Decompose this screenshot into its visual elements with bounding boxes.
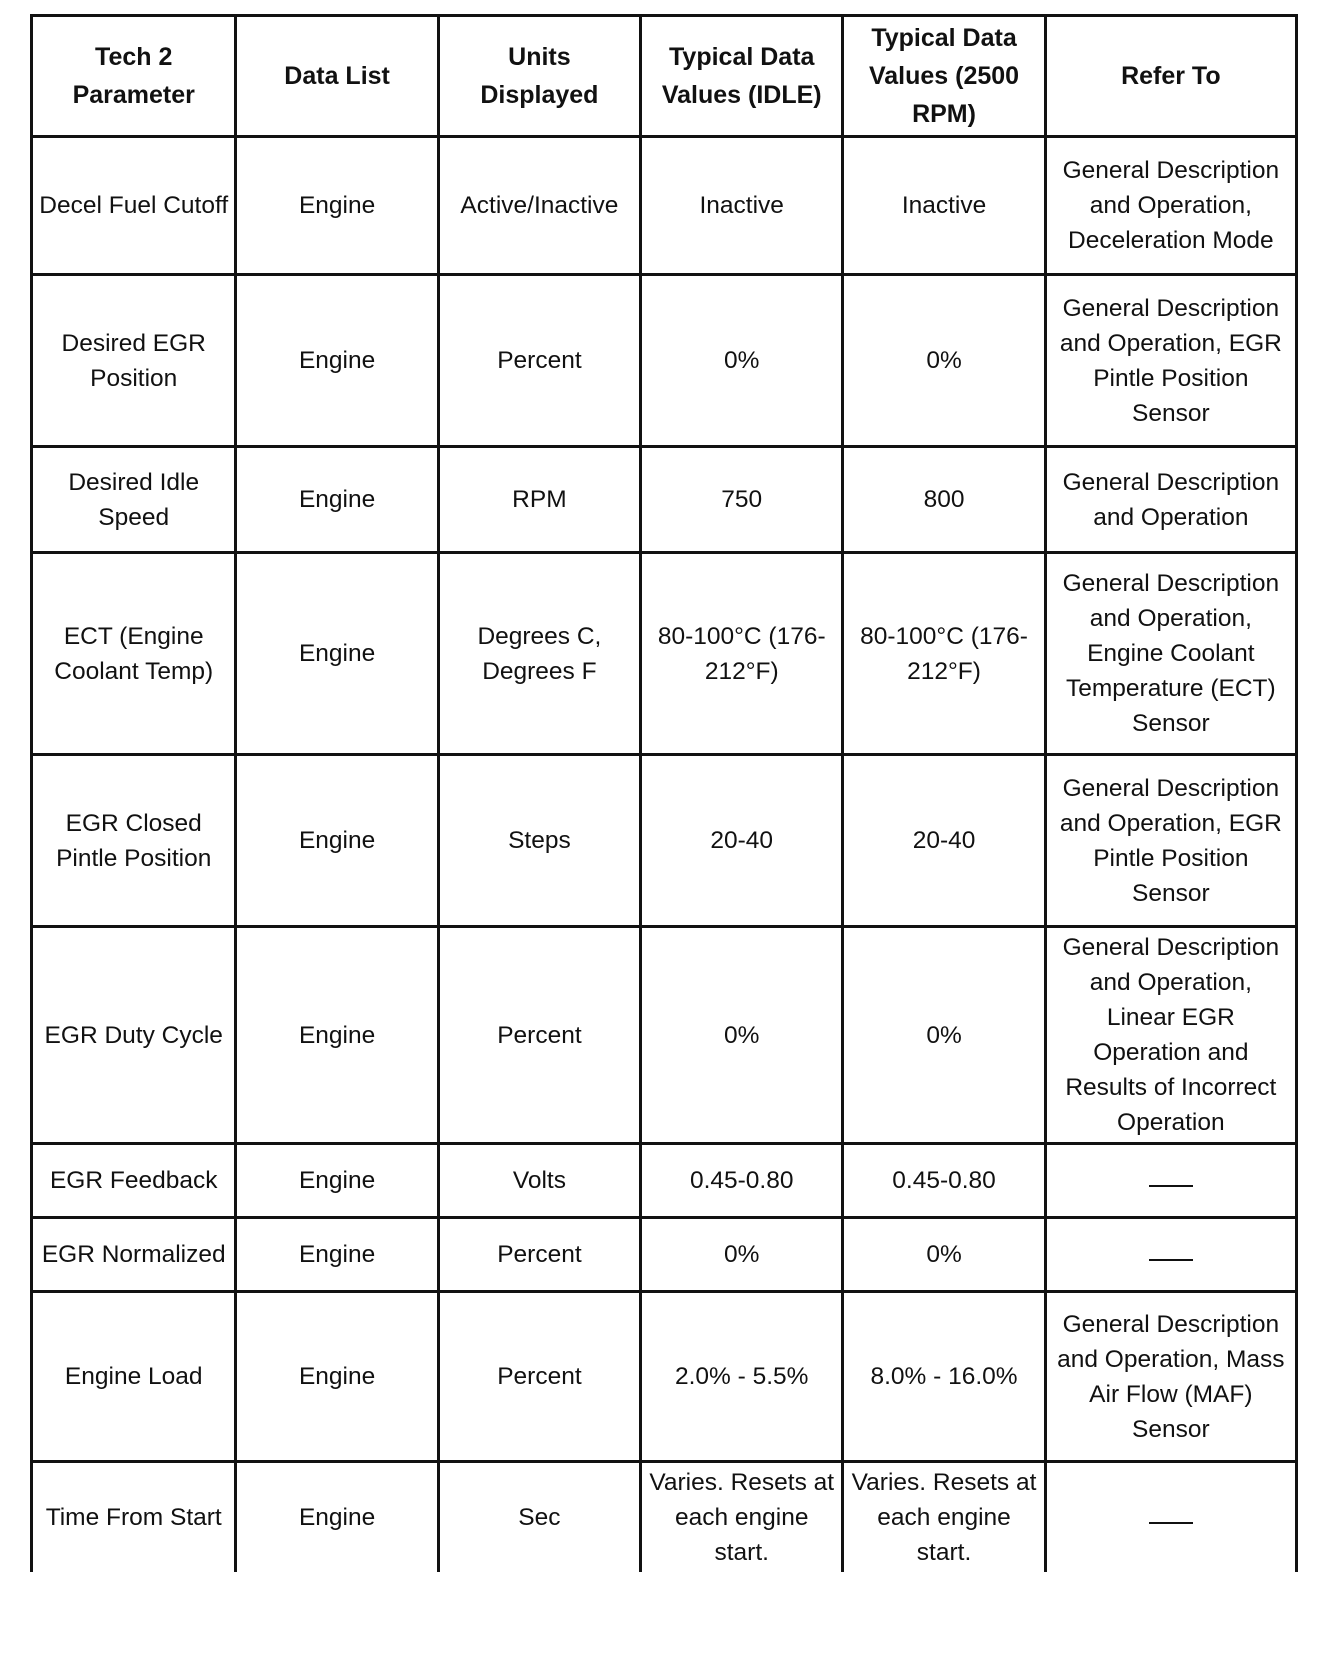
cell-2500rpm: 0.45-0.80 xyxy=(843,1144,1045,1218)
cell-2500rpm: Inactive xyxy=(843,137,1045,275)
cell-units: Percent xyxy=(438,275,640,447)
cell-param: Decel Fuel Cutoff xyxy=(32,137,236,275)
cell-refer-to: General Description and Operation, Mass Air Flow (MAF) Sensor xyxy=(1045,1292,1296,1462)
table-row xyxy=(32,447,1297,553)
cell-data-list: Engine xyxy=(236,755,438,927)
cell-param: Engine Load xyxy=(32,1292,236,1462)
cell-idle: 0% xyxy=(641,927,843,1144)
cell-idle: Inactive xyxy=(641,137,843,275)
cell-units: Degrees C, Degrees F xyxy=(438,553,640,755)
cell-data-list: Engine xyxy=(236,1218,438,1292)
cell-data-list: Engine xyxy=(236,275,438,447)
cell-param: EGR Duty Cycle xyxy=(32,927,236,1144)
cell-idle: 80-100°C (176-212°F) xyxy=(641,553,843,755)
table-row xyxy=(32,1292,1297,1462)
cell-2500rpm: 0% xyxy=(843,275,1045,447)
cell-2500rpm: 8.0% - 16.0% xyxy=(843,1292,1045,1462)
header-row xyxy=(32,16,1297,137)
cell-data-list: Engine xyxy=(236,553,438,755)
table-row xyxy=(32,1144,1297,1218)
cell-idle: 750 xyxy=(641,447,843,553)
cell-idle: 2.0% - 5.5% xyxy=(641,1292,843,1462)
table-row xyxy=(32,275,1297,447)
cell-units: Active/Inactive xyxy=(438,137,640,275)
empty-dash xyxy=(1149,1185,1193,1187)
table-row xyxy=(32,1462,1297,1573)
cell-units: Steps xyxy=(438,755,640,927)
cell-param: EGR Normalized xyxy=(32,1218,236,1292)
cell-units: RPM xyxy=(438,447,640,553)
cell-units: Percent xyxy=(438,1218,640,1292)
cell-refer-to xyxy=(1045,1144,1296,1218)
cell-refer-to: General Description and Operation, Engine Coolant Temperature (ECT) Sensor xyxy=(1045,553,1296,755)
header-units: Units Displayed xyxy=(438,16,640,137)
cell-data-list: Engine xyxy=(236,447,438,553)
cell-refer-to: General Description and Operation, Linear EGR Operation and Results of Incorrect Operation xyxy=(1045,927,1296,1144)
cell-data-list: Engine xyxy=(236,1144,438,1218)
cell-idle: 20-40 xyxy=(641,755,843,927)
empty-dash xyxy=(1149,1522,1193,1524)
cell-2500rpm: 80-100°C (176-212°F) xyxy=(843,553,1045,755)
cell-2500rpm: 800 xyxy=(843,447,1045,553)
cell-units: Percent xyxy=(438,927,640,1144)
cell-idle: 0% xyxy=(641,275,843,447)
cell-idle: Varies. Resets at each engine start. xyxy=(641,1462,843,1573)
cell-param: Desired Idle Speed xyxy=(32,447,236,553)
header-data-list: Data List xyxy=(236,16,438,137)
tech2-data-table xyxy=(30,14,1298,1572)
cell-param: ECT (Engine Coolant Temp) xyxy=(32,553,236,755)
table-row xyxy=(32,1218,1297,1292)
table-row xyxy=(32,137,1297,275)
cell-refer-to: General Description and Operation, Deceleration Mode xyxy=(1045,137,1296,275)
cell-units: Volts xyxy=(438,1144,640,1218)
cell-2500rpm: 20-40 xyxy=(843,755,1045,927)
cell-data-list: Engine xyxy=(236,137,438,275)
cell-param: EGR Closed Pintle Position xyxy=(32,755,236,927)
empty-dash xyxy=(1149,1259,1193,1261)
cell-2500rpm: 0% xyxy=(843,927,1045,1144)
cell-refer-to: General Description and Operation, EGR Pintle Position Sensor xyxy=(1045,275,1296,447)
cell-units: Percent xyxy=(438,1292,640,1462)
cell-param: EGR Feedback xyxy=(32,1144,236,1218)
data-table-container xyxy=(30,14,1298,1572)
cell-2500rpm: Varies. Resets at each engine start. xyxy=(843,1462,1045,1573)
cell-data-list: Engine xyxy=(236,927,438,1144)
table-row xyxy=(32,553,1297,755)
table-row xyxy=(32,927,1297,1144)
cell-param: Desired EGR Position xyxy=(32,275,236,447)
cell-idle: 0% xyxy=(641,1218,843,1292)
cell-refer-to xyxy=(1045,1462,1296,1573)
header-idle: Typical Data Values (IDLE) xyxy=(641,16,843,137)
cell-refer-to: General Description and Operation xyxy=(1045,447,1296,553)
cell-refer-to: General Description and Operation, EGR Pintle Position Sensor xyxy=(1045,755,1296,927)
header-2500rpm: Typical Data Values (2500 RPM) xyxy=(843,16,1045,137)
cell-units: Sec xyxy=(438,1462,640,1573)
cell-data-list: Engine xyxy=(236,1292,438,1462)
cell-idle: 0.45-0.80 xyxy=(641,1144,843,1218)
cell-param: Time From Start xyxy=(32,1462,236,1573)
cell-refer-to xyxy=(1045,1218,1296,1292)
header-param: Tech 2 Parameter xyxy=(32,16,236,137)
cell-2500rpm: 0% xyxy=(843,1218,1045,1292)
cell-data-list: Engine xyxy=(236,1462,438,1573)
header-refer-to: Refer To xyxy=(1045,16,1296,137)
table-row xyxy=(32,755,1297,927)
